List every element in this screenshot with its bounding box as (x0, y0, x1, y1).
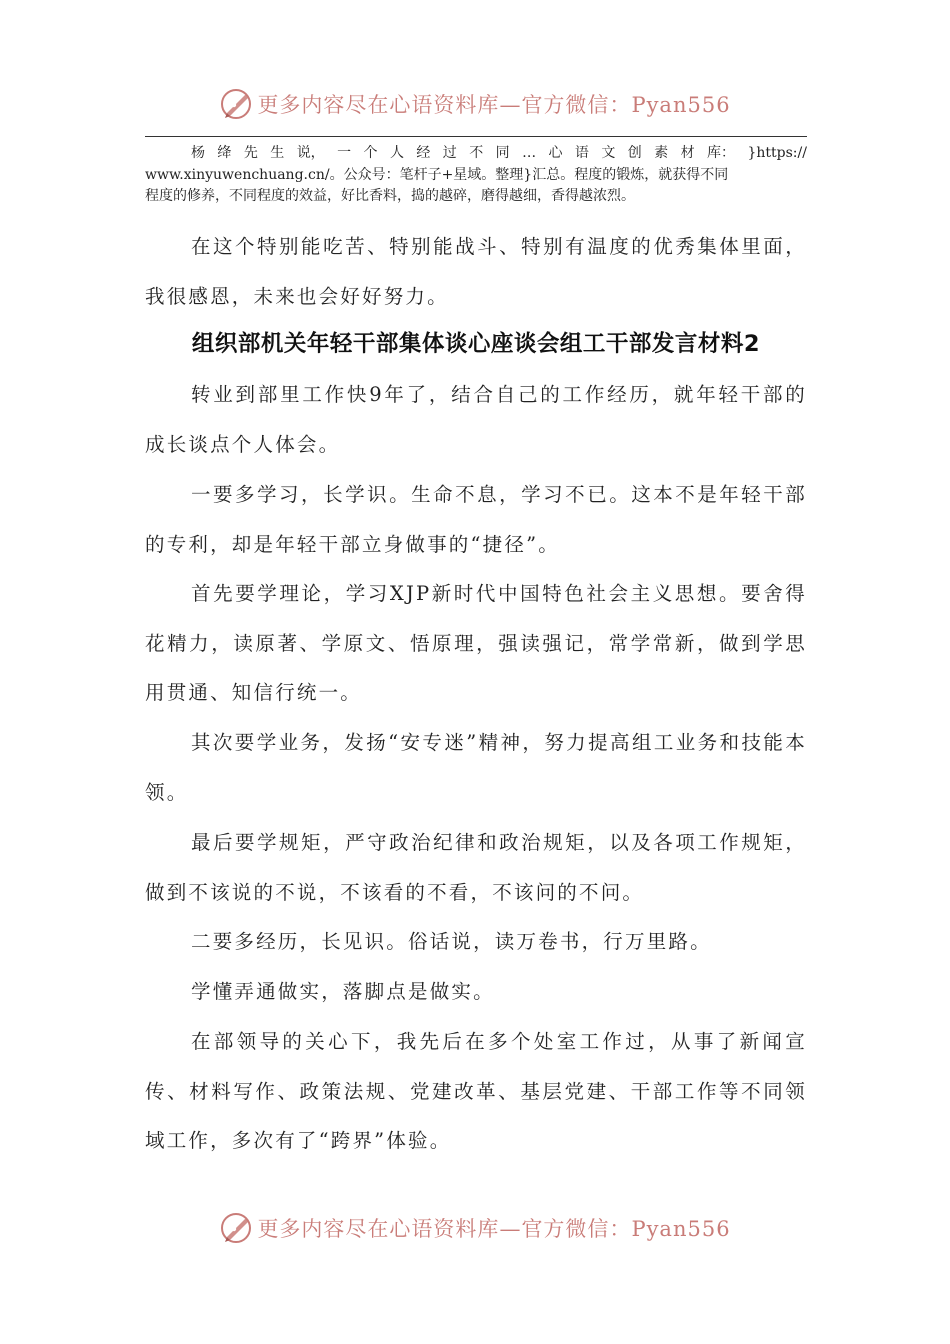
intro-note-line3: 程度的修养，不同程度的效益，好比香料，捣的越碎，磨得越细，香得越浓烈。 (145, 188, 635, 204)
paragraph-1: 转业到部里工作快9年了，结合自己的工作经历，就年轻干部的成长谈点个人体会。 (145, 383, 807, 456)
paragraph-4: 其次要学业务，发扬“安专迷”精神，努力提高组工业务和技能本领。 (145, 731, 807, 804)
intro-note-line1: 杨 绛 先 生 说， 一 个 人 经 过 不 同 … 心 语 文 创 素 材 库： }https:// (191, 145, 807, 161)
paragraph-5: 最后要学规矩，严守政治纪律和政治规矩，以及各项工作规矩，做到不该说的不说，不该看的不看，不该问的不问。 (145, 831, 807, 904)
paragraph-3: 首先要学理论，学习XJP新时代中国特色社会主义思想。要舍得花精力，读原著、学原文、悟原理，强读强记，常学常新，做到学思用贯通、知信行统一。 (145, 582, 807, 704)
intro-note-line2: www.xinyuwenchuang.cn/。公众号：笔杆子+星域。整理}汇总。程度的锻炼，就获得不同 (145, 166, 729, 183)
paragraph-8: 在部领导的关心下，我先后在多个处室工作过，从事了新闻宣传、材料写作、政策法规、党建改革、基层党建、干部工作等不同领域工作，多次有了“跨界”体验。 (145, 1030, 807, 1152)
footer-banner-text: 更多内容尽在心语资料库—官方微信：Pyan556 (257, 1217, 731, 1241)
footer-banner (0, 1206, 950, 1250)
header-rule (145, 136, 807, 137)
paragraph-2: 一要多学习，长学识。生命不息，学习不已。这本不是年轻干部的专利，却是年轻干部立身做事的“捷径”。 (145, 483, 807, 556)
paragraph-gratitude: 在这个特别能吃苦、特别能战斗、特别有温度的优秀集体里面，我很感恩，未来也会好好努力。 (145, 235, 807, 308)
header-banner-text: 更多内容尽在心语资料库—官方微信：Pyan556 (257, 93, 731, 117)
paragraph-6: 二要多经历，长见识。俗话说，读万卷书，行万里路。 (191, 930, 712, 953)
section-title: 组织部机关年轻干部集体谈心座谈会组工干部发言材料2 (191, 331, 761, 357)
pen-logo-icon (219, 1210, 255, 1246)
pen-logo-icon (219, 86, 255, 122)
header-banner (0, 82, 950, 126)
intro-note (145, 143, 807, 208)
paragraph-7: 学懂弄通做实，落脚点是做实。 (191, 980, 495, 1003)
